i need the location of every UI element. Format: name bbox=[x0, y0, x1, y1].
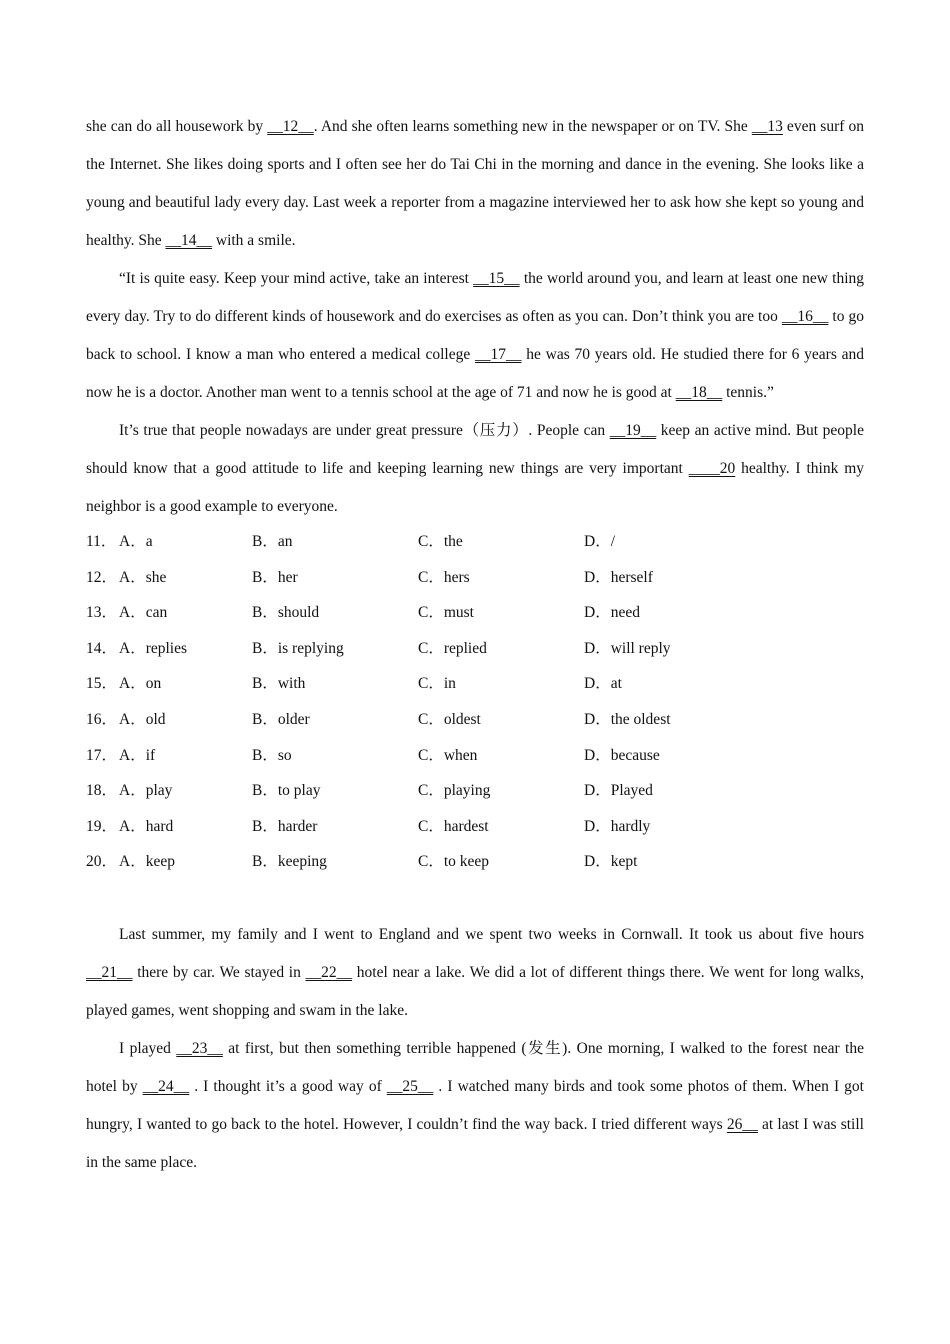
option-c: C．oldest bbox=[418, 710, 481, 728]
blank-23: __23__ bbox=[176, 1039, 223, 1057]
option-c: C．replied bbox=[418, 639, 487, 657]
option-d: D．need bbox=[584, 604, 640, 622]
option-d: D．the oldest bbox=[584, 710, 671, 728]
option-c: C．must bbox=[418, 604, 474, 622]
passage2-paragraph-2: I played __23__ at first, but then something terrible happened (发生). One morning, I walked to the forest near the hotel by __24__ . I thought it’s a good way of __25__ . I watched many birds and took some photos of them. When I got hungry, I wanted to go back to the hotel. However, I couldn’t find the way back. I tried different ways 26__ at last I was still in the same place. bbox=[86, 1039, 864, 1171]
option-c: C．to keep bbox=[418, 853, 490, 871]
option-row: 15． A．on B．with C．in D．at bbox=[86, 666, 864, 702]
option-b: B．her bbox=[252, 568, 298, 586]
blank-16: __16__ bbox=[781, 308, 829, 325]
blank-24: __24__ bbox=[142, 1077, 190, 1095]
blank-22: __22__ bbox=[305, 963, 353, 981]
section-spacer bbox=[86, 880, 864, 916]
blank-15: __15__ bbox=[473, 270, 520, 287]
blank-12: __12__ bbox=[267, 118, 314, 135]
option-c: C．hardest bbox=[418, 817, 489, 835]
blank-14: __14__ bbox=[165, 232, 212, 249]
option-row: 17． A．if B．so C．when D．because bbox=[86, 738, 864, 774]
option-b: B．older bbox=[252, 710, 310, 728]
passage1-paragraph-2: “It is quite easy. Keep your mind active, take an interest __15__ the world around you, and learn at least one new thing every day. Try to do different kinds of housework and do exercises as often as you can. Don’t think you are too __16__ to go back to school. I know a man who entered a medical college __17__ he was 70 years old. He studied there for 6 years and now he is a doctor. Another man went to a tennis school at the age of 71 and now he is good at __18__ tennis.” bbox=[86, 270, 865, 401]
option-a: A．if bbox=[119, 746, 156, 764]
option-c: C．in bbox=[418, 675, 456, 693]
option-row: 12． A．she B．her C．hers D．herself bbox=[86, 560, 864, 596]
answer-options bbox=[86, 524, 864, 880]
option-c: C．when bbox=[418, 746, 478, 764]
option-d: D．will reply bbox=[584, 639, 671, 657]
blank-18: __18__ bbox=[675, 384, 723, 401]
option-row: 19． A．hard B．harder C．hardest D．hardly bbox=[86, 809, 864, 845]
option-a: A．a bbox=[119, 533, 153, 550]
option-row: 18． A．play B．to play C．playing D．Played bbox=[86, 773, 864, 809]
option-c: C．playing bbox=[418, 782, 491, 800]
option-a: A．keep bbox=[119, 853, 175, 871]
blank-25: __25__ bbox=[386, 1077, 434, 1095]
option-b: B．so bbox=[252, 746, 292, 764]
option-b: B．with bbox=[252, 675, 306, 693]
option-a: A．old bbox=[119, 710, 166, 728]
option-row: 20． A．keep B．keeping C．to keep D．kept bbox=[86, 844, 864, 880]
option-row: 16． A．old B．older C．oldest D．the oldest bbox=[86, 702, 864, 738]
option-c: C．hers bbox=[418, 568, 470, 586]
option-c: C．the bbox=[418, 533, 463, 550]
blank-20: ____20 bbox=[688, 460, 736, 477]
passage2-paragraph-1: Last summer, my family and I went to England and we spent two weeks in Cornwall. It took us about five hours __21__ there by car. We stayed in __22__ hotel near a lake. We did a lot of different things there. We went for long walks, played games, went shopping and swam in the lake. bbox=[86, 925, 864, 1019]
option-d: D．at bbox=[584, 675, 622, 693]
option-b: B．an bbox=[252, 533, 293, 550]
option-b: B．to play bbox=[252, 782, 321, 800]
option-row: 13． A．can B．should C．must D．need bbox=[86, 595, 864, 631]
option-b: B．is replying bbox=[252, 639, 344, 657]
option-a: A．can bbox=[119, 604, 168, 622]
blank-19: __19__ bbox=[609, 422, 657, 439]
blank-17: __17__ bbox=[474, 346, 522, 363]
option-b: B．harder bbox=[252, 817, 318, 835]
option-row: 11． A．a B．an C．the D．/ bbox=[86, 524, 864, 560]
option-b: B．should bbox=[252, 604, 320, 622]
option-d: D．hardly bbox=[584, 817, 651, 835]
option-b: B．keeping bbox=[252, 853, 327, 871]
option-a: A．she bbox=[119, 568, 167, 586]
option-d: D．Played bbox=[584, 782, 653, 800]
option-a: A．play bbox=[119, 782, 173, 800]
option-row: 14． A．replies B．is replying C．replied D．will reply bbox=[86, 631, 864, 667]
option-d: D．/ bbox=[584, 533, 616, 550]
option-a: A．hard bbox=[119, 817, 174, 835]
option-a: A．replies bbox=[119, 639, 188, 657]
document-page bbox=[86, 108, 864, 1182]
option-a: A．on bbox=[119, 675, 162, 693]
passage1-paragraph-1: she can do all housework by __12__. And she often learns something new in the newspaper or on TV. She __13 even surf on the Internet. She likes doing sports and I often see her do Tai Chi in the morning and dance in the evening. She looks like a young and beautiful lady every day. Last week a reporter from a magazine interviewed her to ask how she kept so young and healthy. She __14__ with a smile. bbox=[86, 118, 864, 249]
option-d: D．herself bbox=[584, 568, 653, 586]
option-d: D．because bbox=[584, 746, 660, 764]
passage1-paragraph-3: It’s true that people nowadays are under great pressure（压力）. People can __19__ keep an active mind. But people should know that a good attitude to life and keeping learning new things are very important ____20 healthy. I think my neighbor is a good example to everyone. bbox=[86, 422, 865, 515]
blank-26: 26__ bbox=[726, 1115, 758, 1133]
blank-13: __13 bbox=[751, 118, 783, 135]
blank-21: __21__ bbox=[86, 963, 133, 981]
option-d: D．kept bbox=[584, 853, 638, 871]
